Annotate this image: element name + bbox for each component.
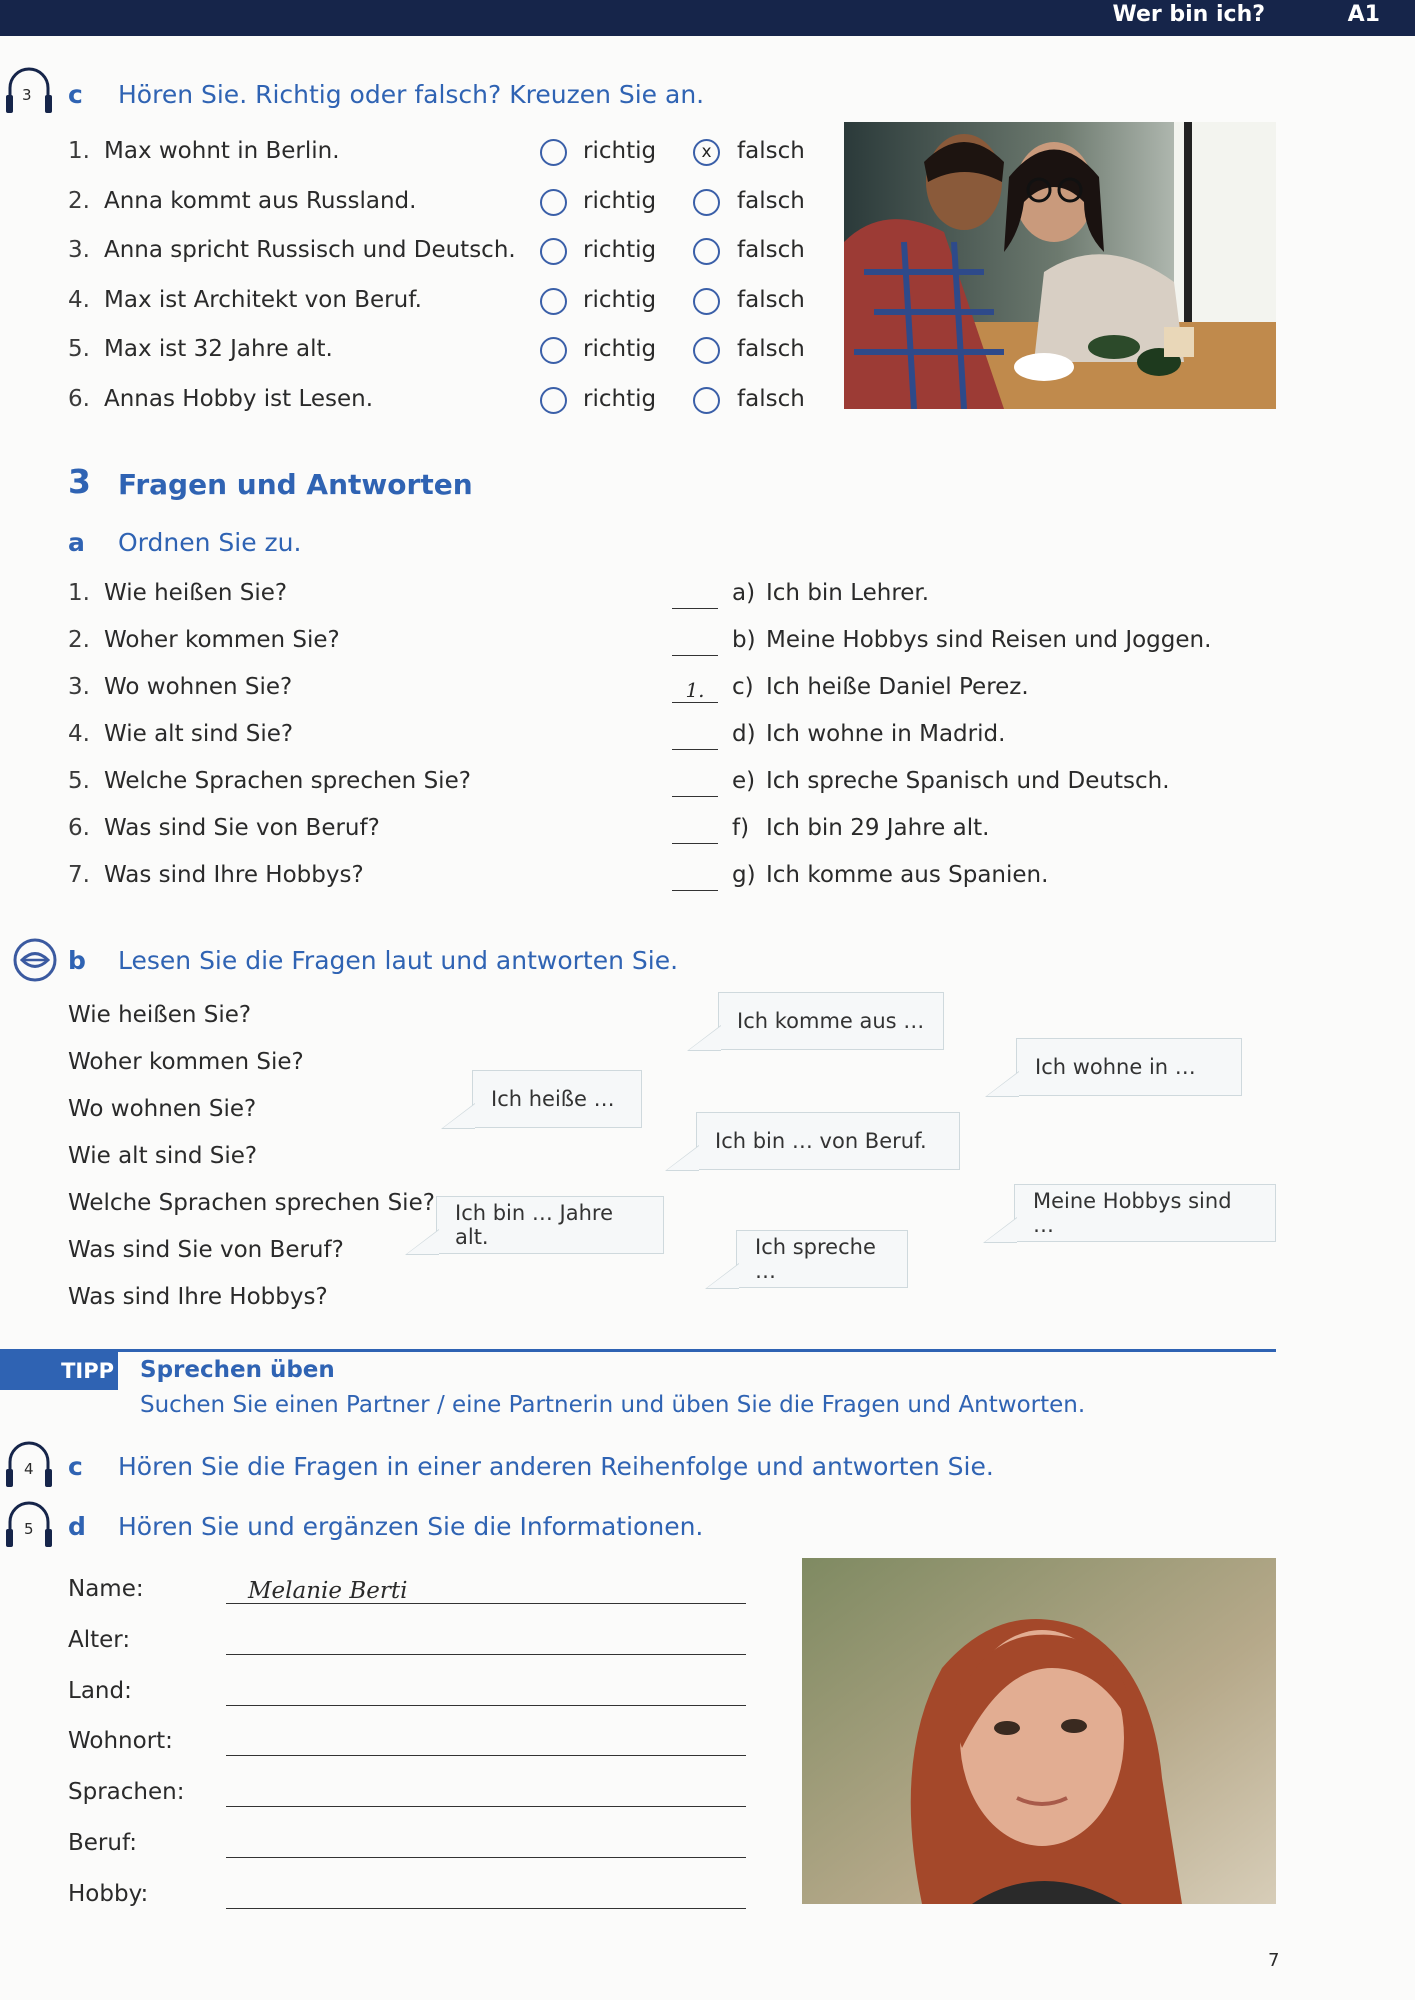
- answer-label: g): [732, 862, 756, 888]
- field-label: Wohnort:: [68, 1728, 173, 1755]
- richtig-checkbox[interactable]: [540, 189, 567, 216]
- answer-blank[interactable]: [672, 631, 718, 656]
- answer-label: e): [732, 768, 756, 794]
- speaking-icon: [12, 937, 58, 983]
- answer-text: Ich spreche Spanisch und Deutsch.: [766, 768, 1170, 794]
- answer-text: Meine Hobbys sind Reisen und Joggen.: [766, 627, 1212, 653]
- richtig-checkbox[interactable]: [540, 139, 567, 166]
- question-text: Welche Sprachen sprechen Sie?: [68, 1190, 435, 1216]
- exercise-instruction: Hören Sie und ergänzen Sie die Informationen.: [118, 1512, 704, 1541]
- item-number: 4.: [68, 286, 90, 313]
- question-text: Wo wohnen Sie?: [104, 674, 293, 700]
- statement-text: Anna kommt aus Russland.: [104, 187, 417, 214]
- falsch-checkbox[interactable]: [693, 387, 720, 414]
- answer-blank[interactable]: [672, 584, 718, 609]
- richtig-label: richtig: [583, 138, 657, 164]
- falsch-label: falsch: [737, 237, 805, 263]
- answer-label: f): [732, 815, 750, 841]
- field-label: Alter:: [68, 1626, 131, 1653]
- field-input[interactable]: [226, 1832, 746, 1858]
- field-label: Hobby:: [68, 1880, 149, 1907]
- richtig-checkbox[interactable]: [540, 288, 567, 315]
- exercise-letter: b: [68, 946, 86, 975]
- track-number: 5: [24, 1520, 34, 1538]
- answer-text: Ich heiße Daniel Perez.: [766, 674, 1029, 700]
- bubble-text: Ich bin … Jahre alt.: [455, 1201, 614, 1249]
- tipp-title: Sprechen üben: [140, 1357, 335, 1383]
- question-number: 2.: [68, 627, 90, 653]
- bubble-text: Ich heiße …: [491, 1087, 615, 1111]
- falsch-label: falsch: [737, 286, 805, 313]
- falsch-checkbox[interactable]: x: [693, 139, 720, 166]
- bubble-text: Meine Hobbys sind …: [1033, 1189, 1232, 1237]
- question-text: Was sind Ihre Hobbys?: [68, 1284, 328, 1310]
- item-number: 3.: [68, 237, 90, 263]
- richtig-label: richtig: [583, 286, 657, 313]
- question-text: Was sind Ihre Hobbys?: [104, 862, 364, 888]
- question-text: Woher kommen Sie?: [68, 1049, 304, 1075]
- question-text: Wie heißen Sie?: [104, 580, 288, 606]
- tipp-label: TIPP: [0, 1352, 118, 1390]
- item-number: 5.: [68, 336, 90, 362]
- answer-blank[interactable]: [672, 725, 718, 750]
- richtig-checkbox[interactable]: [540, 387, 567, 414]
- field-label: Name:: [68, 1576, 144, 1602]
- section-title: Fragen und Antworten: [118, 468, 473, 501]
- statement-text: Anna spricht Russisch und Deutsch.: [104, 237, 516, 263]
- exercise-instruction: Hören Sie. Richtig oder falsch? Kreuzen Sie an.: [118, 80, 705, 109]
- question-text: Wie heißen Sie?: [68, 1002, 252, 1028]
- answer-text: Ich bin Lehrer.: [766, 580, 930, 606]
- field-input[interactable]: [226, 1730, 746, 1756]
- question-text: Welche Sprachen sprechen Sie?: [104, 768, 471, 794]
- field-input[interactable]: [226, 1781, 746, 1807]
- tipp-divider: [0, 1349, 1276, 1352]
- bubble-text: Ich wohne in …: [1035, 1055, 1196, 1079]
- question-number: 5.: [68, 768, 90, 794]
- exercise-letter: c: [68, 80, 83, 109]
- falsch-checkbox[interactable]: [693, 337, 720, 364]
- speech-bubble: [696, 1112, 960, 1170]
- track-number: 3: [22, 86, 32, 104]
- richtig-label: richtig: [583, 187, 657, 214]
- answer-label: d): [732, 721, 756, 747]
- question-number: 3.: [68, 674, 90, 700]
- speech-bubble: [472, 1070, 642, 1128]
- track-number: 4: [24, 1460, 34, 1478]
- richtig-label: richtig: [583, 336, 657, 362]
- answer-label: c): [732, 674, 754, 700]
- falsch-label: falsch: [737, 336, 805, 362]
- falsch-checkbox[interactable]: [693, 189, 720, 216]
- item-number: 2.: [68, 187, 90, 214]
- tipp-text: Suchen Sie einen Partner / eine Partnerin und üben Sie die Fragen und Antworten.: [140, 1392, 1086, 1418]
- question-text: Wie alt sind Sie?: [68, 1143, 258, 1169]
- answer-blank[interactable]: [672, 819, 718, 844]
- exercise-number: 3: [68, 462, 91, 501]
- speech-bubble: [736, 1230, 908, 1288]
- question-number: 7.: [68, 862, 90, 888]
- question-text: Wo wohnen Sie?: [68, 1096, 257, 1122]
- field-input[interactable]: [226, 1680, 746, 1706]
- speech-bubble: [718, 992, 944, 1050]
- speech-bubble: [1014, 1184, 1276, 1242]
- answer-blank[interactable]: [672, 772, 718, 797]
- speech-bubble: [1016, 1038, 1242, 1096]
- statement-text: Annas Hobby ist Lesen.: [104, 385, 374, 412]
- richtig-label: richtig: [583, 385, 657, 412]
- statement-text: Max wohnt in Berlin.: [104, 138, 340, 164]
- statement-text: Max ist Architekt von Beruf.: [104, 286, 422, 313]
- answer-label: b): [732, 627, 756, 653]
- exercise-instruction: Ordnen Sie zu.: [118, 528, 302, 557]
- exercise-letter: c: [68, 1452, 83, 1481]
- question-text: Wie alt sind Sie?: [104, 721, 294, 747]
- field-input[interactable]: [226, 1883, 746, 1909]
- woman-portrait-photo: [802, 1558, 1276, 1904]
- chapter-title: Wer bin ich?: [1112, 2, 1265, 27]
- answer-blank[interactable]: 1.: [672, 678, 718, 703]
- statement-text: Max ist 32 Jahre alt.: [104, 336, 333, 362]
- field-label: Beruf:: [68, 1830, 137, 1856]
- question-text: Woher kommen Sie?: [104, 627, 340, 653]
- field-label: Sprachen:: [68, 1779, 185, 1806]
- question-text: Was sind Sie von Beruf?: [104, 815, 380, 841]
- question-number: 6.: [68, 815, 90, 841]
- falsch-label: falsch: [737, 138, 805, 164]
- bubble-text: Ich bin … von Beruf.: [715, 1129, 927, 1153]
- bubble-text: Ich spreche …: [755, 1235, 876, 1283]
- answer-text: Ich bin 29 Jahre alt.: [766, 815, 990, 841]
- bubble-text: Ich komme aus …: [737, 1009, 925, 1033]
- richtig-label: richtig: [583, 237, 657, 263]
- answer-text: Ich wohne in Madrid.: [766, 721, 1006, 747]
- item-number: 6.: [68, 385, 90, 412]
- answer-label: a): [732, 580, 756, 606]
- answer-text: Ich komme aus Spanien.: [766, 862, 1049, 888]
- item-number: 1.: [68, 138, 90, 164]
- cafe-couple-photo: [844, 122, 1276, 409]
- richtig-checkbox[interactable]: [540, 337, 567, 364]
- page-number: 7: [1268, 1950, 1280, 1971]
- chapter-header-bar: [0, 0, 1415, 36]
- exercise-letter: a: [68, 528, 85, 557]
- exercise-instruction: Hören Sie die Fragen in einer anderen Reihenfolge und antworten Sie.: [118, 1452, 994, 1481]
- level-label: A1: [1347, 2, 1380, 27]
- richtig-checkbox[interactable]: [540, 238, 567, 265]
- falsch-label: falsch: [737, 385, 805, 412]
- falsch-checkbox[interactable]: [693, 238, 720, 265]
- exercise-instruction: Lesen Sie die Fragen laut und antworten Sie.: [118, 946, 679, 975]
- question-number: 4.: [68, 721, 90, 747]
- question-number: 1.: [68, 580, 90, 606]
- falsch-checkbox[interactable]: [693, 288, 720, 315]
- field-label: Land:: [68, 1677, 132, 1704]
- speech-bubble: [436, 1196, 664, 1254]
- answer-blank[interactable]: [672, 866, 718, 891]
- field-input[interactable]: [226, 1629, 746, 1655]
- falsch-label: falsch: [737, 187, 805, 214]
- question-text: Was sind Sie von Beruf?: [68, 1237, 344, 1263]
- field-input[interactable]: Melanie Berti: [226, 1578, 746, 1604]
- exercise-letter: d: [68, 1512, 86, 1541]
